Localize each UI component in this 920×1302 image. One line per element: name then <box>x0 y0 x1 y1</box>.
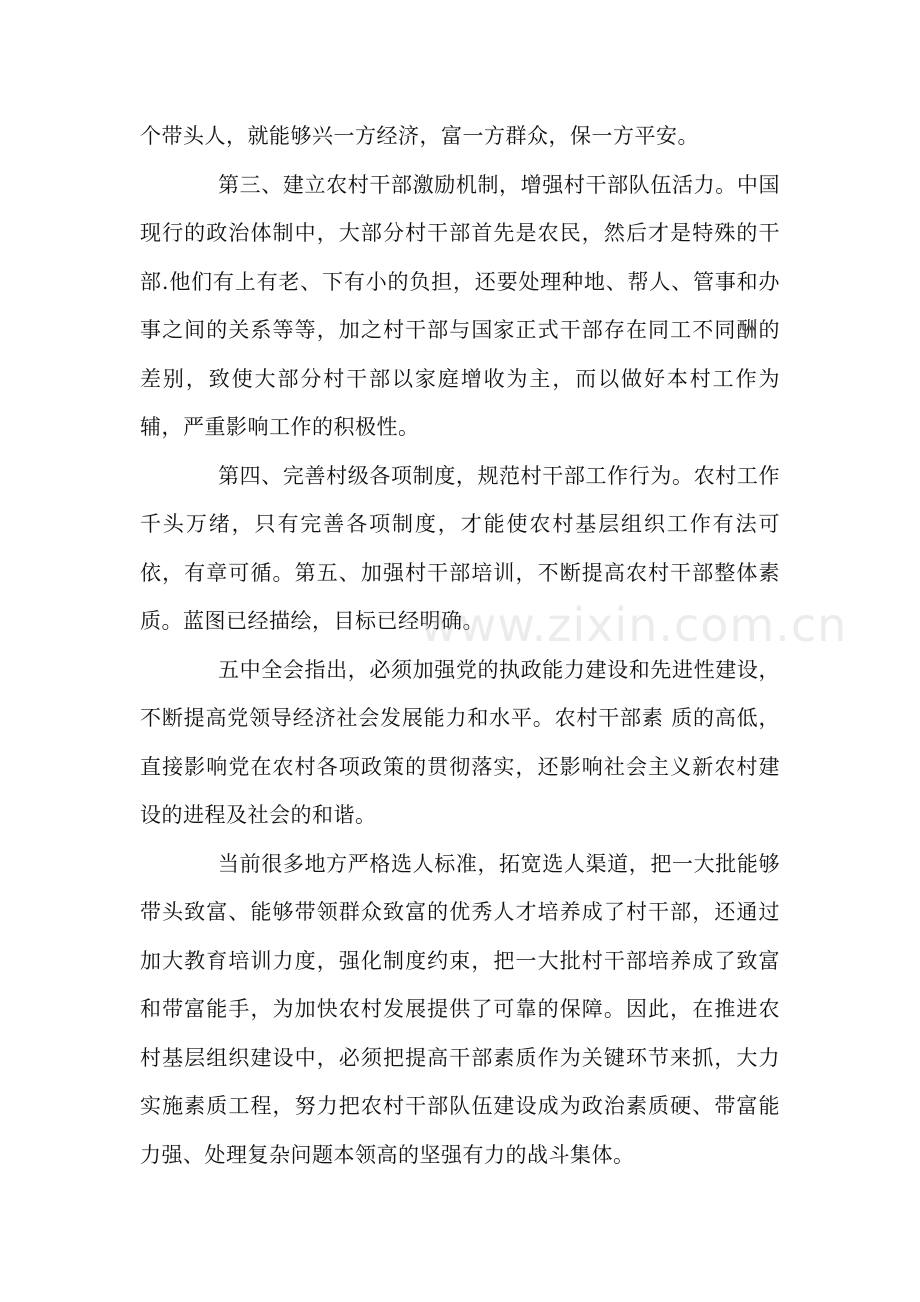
paragraph-fifth-plenary: 五中全会指出，必须加强党的执政能力建设和先进性建设，不断提高党领导经济社会发展能力和水平。农村干部素 质的高低，直接影响党在农村各项政策的贯彻落实，还影响社会主义新农村建设的进程及社会的和谐。 <box>140 657 780 827</box>
paragraph-current-practice: 当前很多地方严格选人标准，拓宽选人渠道，把一大批能够带头致富、能够带领群众致富的优秀人才培养成了村干部，还通过加大教育培训力度，强化制度约束，把一大批村干部培养成了致富和带富能手，为加快农村发展提供了可靠的保障。因此，在推进农村基层组织建设中，必须把提高干部素质作为关键环节来抓，大力实施素质工程，努力把农村干部队伍建设成为政治素质硬、带富能力强、处理复杂问题本领高的坚强有力的战斗集体。 <box>140 851 780 1167</box>
paragraph-village-rules: 第四、完善村级各项制度，规范村干部工作行为。农村工作千头万绪，只有完善各项制度，才能使农村基层组织工作有法可依，有章可循。第五、加强村干部培训，不断提高农村干部整体素质。蓝图已经描绘，目标已经明确。 <box>140 463 780 633</box>
watermark: www.zixin.com.cn <box>420 598 848 652</box>
paragraph-incentive-mechanism: 第三、建立农村干部激励机制，增强村干部队伍活力。中国现行的政治体制中，大部分村干部首先是农民，然后才是特殊的干部.他们有上有老、下有小的负担，还要处理种地、帮人、管事和办事之间的关系等等，加之村干部与国家正式干部存在同工不同酬的差别，致使大部分村干部以家庭增收为主，而以做好本村工作为辅，严重影响工作的积极性。 <box>140 172 780 439</box>
paragraph-continuation: 个带头人，就能够兴一方经济，富一方群众，保一方平安。 <box>140 124 699 148</box>
document-body <box>140 112 780 1179</box>
